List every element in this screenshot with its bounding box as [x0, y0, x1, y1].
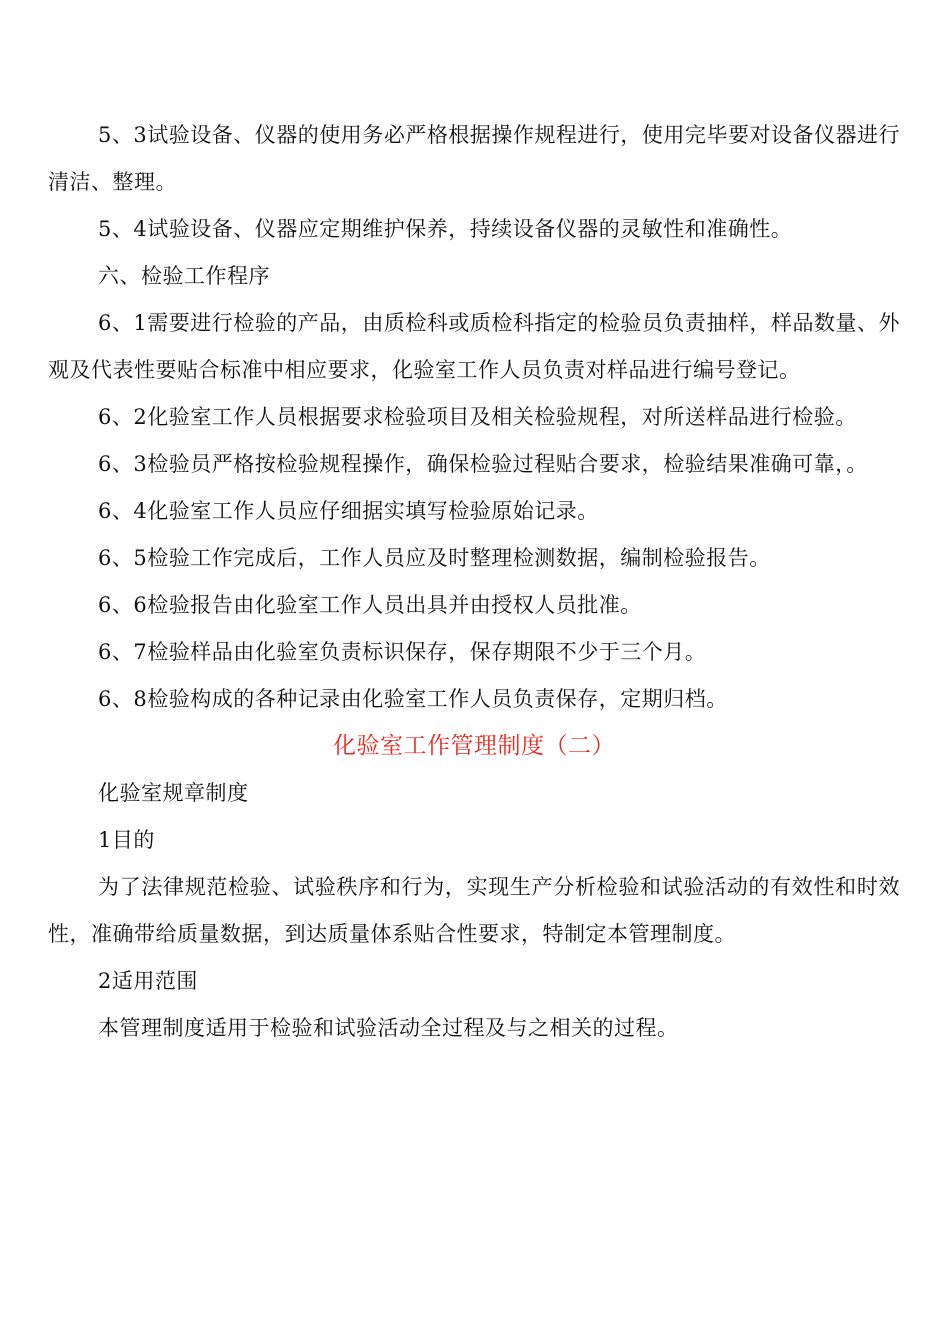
paragraph-5-3: 5、3试验设备、仪器的使用务必严格根据操作规程进行，使用完毕要对设备仪器进行清洁、整理。 [48, 123, 900, 194]
paragraph-purpose: 为了法律规范检验、试验秩序和行为，实现生产分析检验和试验活动的有效性和时效性，准确带给质量数据，到达质量体系贴合性要求，特制定本管理制度。 [48, 875, 900, 946]
paragraph-6-4: 6、4化验室工作人员应仔细据实填写检验原始记录。 [98, 499, 599, 523]
paragraph-6-1: 6、1需要进行检验的产品，由质检科或质检科指定的检验员负责抽样，样品数量、外观及代表性要贴合标准中相应要求，化验室工作人员负责对样品进行编号登记。 [48, 311, 900, 382]
paragraph-6-7: 6、7检验样品由化验室负责标识保存，保存期限不少于三个月。 [98, 640, 707, 664]
paragraph-6-3: 6、3检验员严格按检验规程操作，确保检验过程贴合要求，检验结果准确可靠，。 [98, 452, 868, 476]
paragraph-5-4: 5、4试验设备、仪器应定期维护保养，持续设备仪器的灵敏性和准确性。 [98, 217, 793, 241]
subheading-purpose: 1目的 [98, 828, 155, 852]
paragraph-6-6: 6、6检验报告由化验室工作人员出具并由授权人员批准。 [98, 593, 642, 617]
paragraph-6-2: 6、2化验室工作人员根据要求检验项目及相关检验规程，对所送样品进行检验。 [98, 405, 857, 429]
paragraph-scope: 本管理制度适用于检验和试验活动全过程及与之相关的过程。 [98, 1016, 679, 1040]
subheading-scope: 2适用范围 [98, 969, 198, 993]
document-page [48, 112, 900, 1052]
paragraph-6-5: 6、5检验工作完成后，工作人员应及时整理检测数据，编制检验报告。 [98, 546, 771, 570]
paragraph-6-8: 6、8检验构成的各种记录由化验室工作人员负责保存，定期归档。 [98, 687, 728, 711]
section-heading-6: 六、检验工作程序 [98, 264, 270, 288]
subheading-rules: 化验室规章制度 [98, 781, 249, 805]
section-title: 化验室工作管理制度（二） [333, 733, 615, 759]
